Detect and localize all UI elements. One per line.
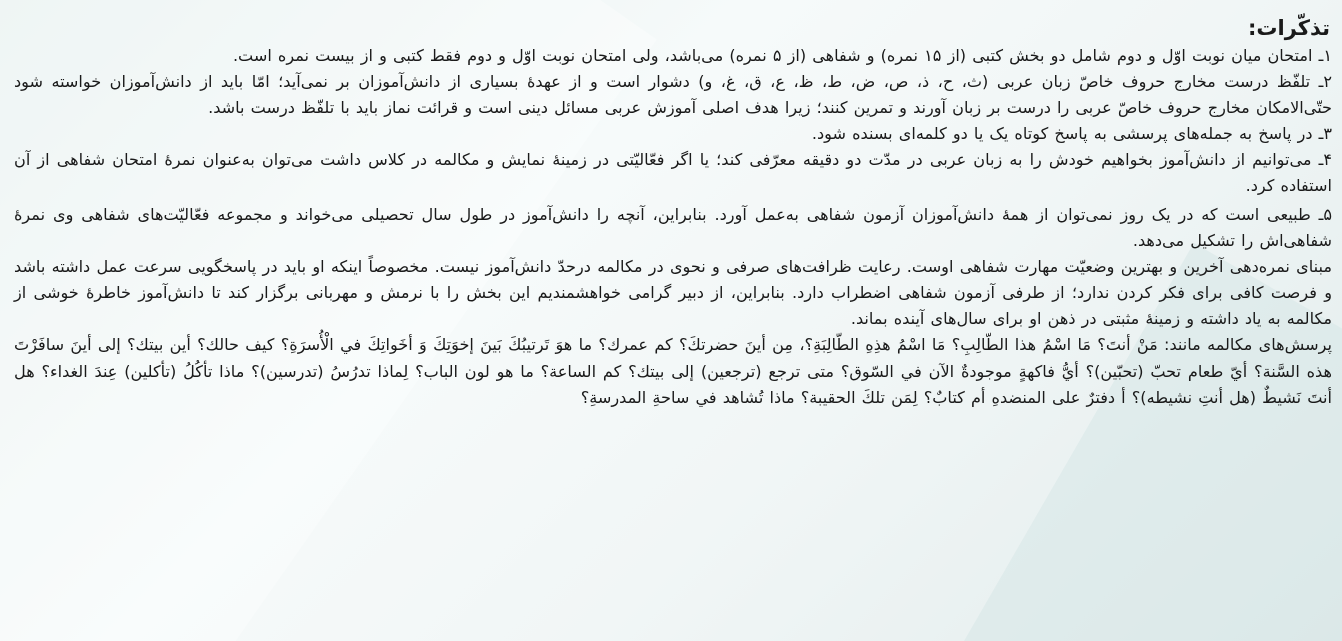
note-1: ۱ـ امتحان میان نوبت اوّل و دوم شامل دو بخش کتبی (از ۱۵ نمره) و شفاهی (از ۵ نمره) می‌باشد، ولی امتحان نوبت اوّل و دوم فقط کتبی و از بیست نمره است. [232,46,1332,65]
note-4: ۴ـ می‌توانیم از دانش‌آموز بخواهیم خودش را به زبان عربی در مدّت دو دقیقه معرّفی کند؛ یا اگر فعّالیّتی در زمینهٔ نمایش و مکالمه در کلاس داشت می‌توان به‌عنوان نمرهٔ امتحان شفاهی از آن استفاده کرد. [14,150,1332,195]
note-6: مبنای نمره‌دهی آخرین و بهترین وضعیّت مهارت شفاهی اوست. رعایت ظرافت‌های صرفی و نحوی در مکالمه درحدّ دانش‌آموز نیست. مخصوصاً اینکه او باید در پاسخگویی سرعت عمل داشته باشد و فرصت کافی برای فکر کردن ندارد؛ از طرفی آزمون شفاهی اضطراب دارد. بنابراین، از دبیر گرامی خواهشمندیم این بخش را با نرمش و مهربانی برگزار کند تا دانش‌آموز خاطرهٔ خوشی از مکالمه به یاد داشته و زمینهٔ مثبتی در ذهن او برای سال‌های آینده بماند. [14,257,1332,328]
note-5: ۵ـ طبیعی است که در یک روز نمی‌توان از همهٔ دانش‌آموزان آزمون شفاهی به‌عمل آورد. بنابراین، آنچه را دانش‌آموز در طول سال تحصیلی می‌خواند و مجموعه فعّالیّت‌های شفاهی وی نمرهٔ شفاهی‌اش را تشکیل می‌دهد. [14,205,1332,250]
note-2: ۲ـ تلفّظ درست مخارج حروف خاصّ زبان عربی (ث، ح، ذ، ص، ض، ط، ظ، ع، ق، غ، و) دشوار است و از عهدهٔ بسیاری از دانش‌آموزان بر نمی‌آید؛ امّا باید از دانش‌آموزان خواسته شود حتّی‌الامکان مخارج حروف خاصّ عربی را درست بر زبان آورند و تمرین کنند؛ زیرا هدف اصلی آموزش عربی مسائل دینی است و قرائت نماز باید با تلفّظ درست باشد. [14,72,1332,117]
note-3: ۳ـ در پاسخ به جمله‌های پرسشی به پاسخ کوتاه یک یا دو کلمه‌ای بسنده شود. [811,124,1332,143]
conversation-questions: پرسش‌های مکالمه مانند: مَنْ أنتَ؟ مَا اسْمُ هذا الطّالِبِ؟ مَا اسْمُ هذِهِ الطّالِبَةِ؟، مِن أينَ حضرتكَ؟ كم عمرك؟ ما هوَ تَرتيبُكَ بَينَ إخوَتِكَ وَ أخَواتِكَ في الْأُسرَةِ؟ كيف حالك؟ أين بيتك؟ إلى أينَ سافَرْتَ هذه السَّنة؟ أيّ طعام تحبّ (تحبّين)؟ أيُّ فاكهةٍ موجودةٌ الآن في السّوق؟ متى ترجع (ترجعين) إلى بيتك؟ كم الساعة؟ ما هو لون الباب؟ لِماذا تدرُسُ (تدرسين)؟ ماذا تأكُلُ (تأكلين) عِندَ الغداء؟ هل أنتَ نَشيطٌ (هل أنتِ نشيطه)؟ أ دفترٌ على المنضدهِ أم كتابٌ؟ لِمَن تلكَ الحقيبة؟ ماذا تُشاهد في ساحةِ المدرسةِ؟ [14,335,1332,408]
page-title: تذکّرات: [1248,16,1330,40]
notes-page [14,14,1332,634]
